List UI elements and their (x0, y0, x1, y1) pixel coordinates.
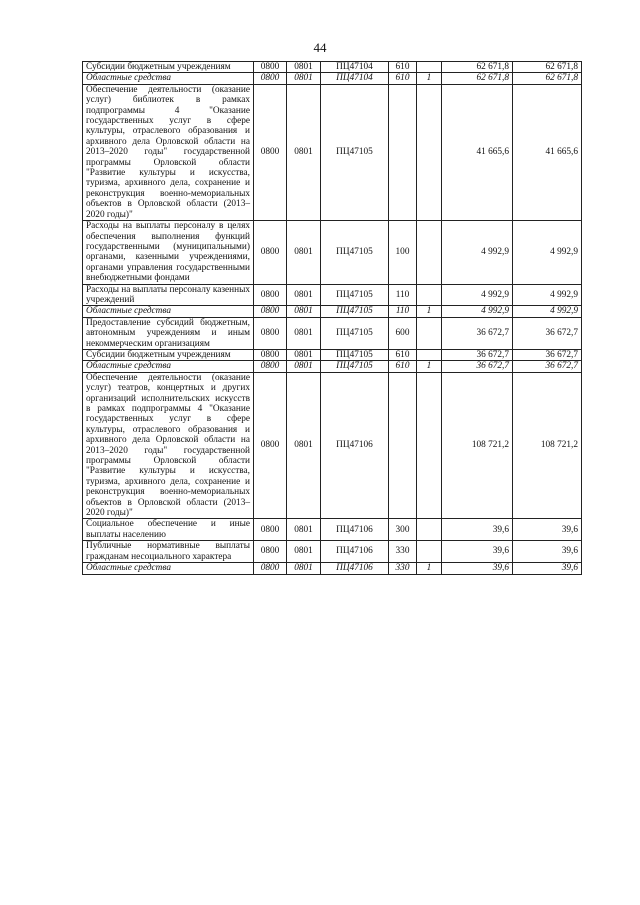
target-article-code: ПЦ47105 (321, 361, 389, 372)
funding-source-code (417, 349, 442, 360)
expense-type-code: 610 (389, 361, 417, 372)
funding-source-code (417, 62, 442, 73)
funding-source-code: 1 (417, 361, 442, 372)
row-description: Субсидии бюджетным учреждениям (83, 349, 254, 360)
amount-total: 39,6 (513, 519, 582, 541)
row-description: Публичные нормативные выплаты гражданам несоциального характера (83, 541, 254, 563)
target-article-code: ПЦ47104 (321, 62, 389, 73)
amount-total: 4 992,9 (513, 306, 582, 317)
amount-approved: 4 992,9 (442, 284, 513, 306)
table-row-regional-funds (83, 73, 582, 84)
row-description: Расходы на выплаты персоналу казенных учреждений (83, 284, 254, 306)
table-row (83, 541, 582, 563)
row-description: Обеспечение деятельности (оказание услуг) театров, концертных и других организаций исполнительских искусств в рамках подпрограммы 4 "Оказание государственных услуг в сфере культуры, отраслевого образования и архивного дела Орловской области на 2013–2020 годы" государственной программы Орловской области "Развитие культуры и искусства, туризма, архивного дела, сохранение и реконструкция военно-мемориальных объектов в Орловской области (2013–2020 годы)" (83, 372, 254, 519)
amount-total: 36 672,7 (513, 317, 582, 349)
amount-total: 41 665,6 (513, 84, 582, 220)
amount-approved: 108 721,2 (442, 372, 513, 519)
table-row (83, 84, 582, 220)
expense-type-code: 610 (389, 62, 417, 73)
table-row (83, 221, 582, 284)
section-code: 0800 (254, 361, 287, 372)
subsection-code: 0801 (287, 519, 321, 541)
target-article-code: ПЦ47106 (321, 563, 389, 574)
table-row (83, 62, 582, 73)
amount-approved: 36 672,7 (442, 317, 513, 349)
funding-source-code (417, 84, 442, 220)
section-code: 0800 (254, 349, 287, 360)
amount-approved: 41 665,6 (442, 84, 513, 220)
expense-type-code: 600 (389, 317, 417, 349)
row-description: Областные средства (83, 563, 254, 574)
amount-total: 39,6 (513, 541, 582, 563)
amount-approved: 39,6 (442, 519, 513, 541)
row-description: Областные средства (83, 306, 254, 317)
target-article-code: ПЦ47105 (321, 221, 389, 284)
section-code: 0800 (254, 306, 287, 317)
target-article-code: ПЦ47105 (321, 84, 389, 220)
row-description: Субсидии бюджетным учреждениям (83, 62, 254, 73)
section-code: 0800 (254, 519, 287, 541)
subsection-code: 0801 (287, 317, 321, 349)
expense-type-code: 110 (389, 306, 417, 317)
subsection-code: 0801 (287, 361, 321, 372)
target-article-code: ПЦ47106 (321, 541, 389, 563)
section-code: 0800 (254, 284, 287, 306)
funding-source-code (417, 519, 442, 541)
row-description: Областные средства (83, 361, 254, 372)
section-code: 0800 (254, 541, 287, 563)
subsection-code: 0801 (287, 221, 321, 284)
table-row (83, 519, 582, 541)
section-code: 0800 (254, 221, 287, 284)
amount-total: 62 671,8 (513, 62, 582, 73)
subsection-code: 0801 (287, 84, 321, 220)
subsection-code: 0801 (287, 372, 321, 519)
funding-source-code (417, 317, 442, 349)
expense-type-code: 330 (389, 541, 417, 563)
row-description: Областные средства (83, 73, 254, 84)
row-description: Социальное обеспечение и иные выплаты населению (83, 519, 254, 541)
expense-type-code: 330 (389, 563, 417, 574)
expense-type-code: 110 (389, 284, 417, 306)
subsection-code: 0801 (287, 563, 321, 574)
amount-approved: 39,6 (442, 541, 513, 563)
table-row (83, 372, 582, 519)
target-article-code: ПЦ47104 (321, 73, 389, 84)
funding-source-code: 1 (417, 73, 442, 84)
section-code: 0800 (254, 317, 287, 349)
target-article-code: ПЦ47105 (321, 317, 389, 349)
page-number: 44 (313, 40, 327, 55)
section-code: 0800 (254, 563, 287, 574)
amount-approved: 62 671,8 (442, 62, 513, 73)
subsection-code: 0801 (287, 73, 321, 84)
expense-type-code: 300 (389, 519, 417, 541)
expense-type-code: 610 (389, 73, 417, 84)
section-code: 0800 (254, 62, 287, 73)
expense-type-code (389, 372, 417, 519)
table-row (83, 349, 582, 360)
amount-approved: 36 672,7 (442, 361, 513, 372)
expense-type-code: 100 (389, 221, 417, 284)
target-article-code: ПЦ47105 (321, 349, 389, 360)
expense-type-code (389, 84, 417, 220)
expense-type-code: 610 (389, 349, 417, 360)
budget-table (82, 61, 582, 575)
target-article-code: ПЦ47105 (321, 306, 389, 317)
subsection-code: 0801 (287, 541, 321, 563)
row-description: Обеспечение деятельности (оказание услуг) библиотек в рамках подпрограммы 4 "Оказание государственных услуг в сфере культуры, отраслевого образования и архивного дела Орловской области на 2013–2020 годы" государственной программы Орловской области "Развитие культуры и искусства, туризма, архивного дела, сохранение и реконструкция военно-мемориальных объектов в Орловской области (2013–2020 годы)" (83, 84, 254, 220)
table-row (83, 317, 582, 349)
amount-approved: 4 992,9 (442, 221, 513, 284)
subsection-code: 0801 (287, 62, 321, 73)
subsection-code: 0801 (287, 349, 321, 360)
amount-total: 108 721,2 (513, 372, 582, 519)
target-article-code: ПЦ47106 (321, 372, 389, 519)
table-row-regional-funds (83, 361, 582, 372)
amount-total: 39,6 (513, 563, 582, 574)
table-row-regional-funds (83, 563, 582, 574)
target-article-code: ПЦ47105 (321, 284, 389, 306)
funding-source-code: 1 (417, 563, 442, 574)
amount-approved: 62 671,8 (442, 73, 513, 84)
amount-total: 36 672,7 (513, 349, 582, 360)
amount-approved: 39,6 (442, 563, 513, 574)
funding-source-code (417, 284, 442, 306)
subsection-code: 0801 (287, 284, 321, 306)
amount-approved: 4 992,9 (442, 306, 513, 317)
funding-source-code (417, 372, 442, 519)
amount-total: 36 672,7 (513, 361, 582, 372)
section-code: 0800 (254, 73, 287, 84)
amount-total: 62 671,8 (513, 73, 582, 84)
section-code: 0800 (254, 84, 287, 220)
funding-source-code: 1 (417, 306, 442, 317)
target-article-code: ПЦ47106 (321, 519, 389, 541)
table-row-regional-funds (83, 306, 582, 317)
table-row (83, 284, 582, 306)
row-description: Расходы на выплаты персоналу в целях обеспечения выполнения функций государственными (муниципальными) органами, казенными учреждениями, органами управления государственными внебюджетными фондами (83, 221, 254, 284)
row-description: Предоставление субсидий бюджетным, автономным учреждениям и иным некоммерческим организациям (83, 317, 254, 349)
amount-total: 4 992,9 (513, 284, 582, 306)
section-code: 0800 (254, 372, 287, 519)
amount-approved: 36 672,7 (442, 349, 513, 360)
funding-source-code (417, 221, 442, 284)
amount-total: 4 992,9 (513, 221, 582, 284)
funding-source-code (417, 541, 442, 563)
subsection-code: 0801 (287, 306, 321, 317)
